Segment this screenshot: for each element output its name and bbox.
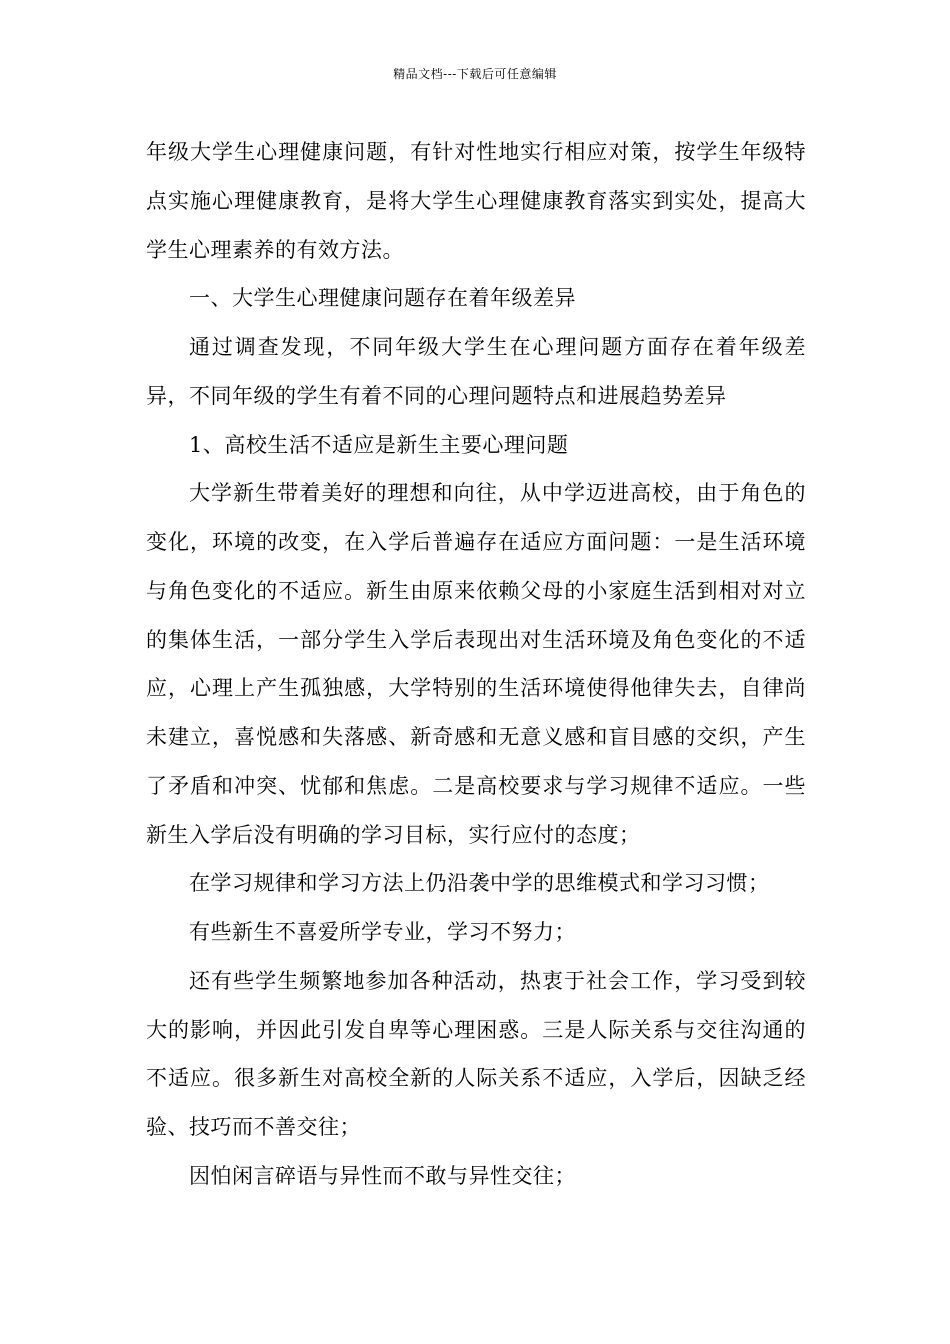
subsection-heading: 1、高校生活不适应是新生主要心理问题 — [189, 432, 569, 457]
paragraph: 在学习规律和学习方法上仍沿袭中学的思维模式和学习习惯； — [189, 871, 770, 896]
section-heading: 一、大学生心理健康问题存在着年级差异 — [189, 286, 576, 311]
document-body — [146, 128, 806, 1201]
paragraph: 有些新生不喜爱所学专业，学习不努力； — [189, 920, 576, 944]
page-header: 精品文档---下载后可任意编辑 — [393, 67, 557, 81]
paragraph: 大学新生带着美好的理想和向往，从中学迈进高校，由于角色的变化，环境的改变，在入学后普遍存在适应方面问题：一是生活环境与角色变化的不适应。新生由原来依赖父母的小家庭生活到相对对立的集体生活，一部分学生入学后表现出对生活环境及角色变化的不适应，心理上产生孤独感，大学特别的生活环境使得他律失去，自律尚未建立，喜悦感和失落感、新奇感和无意义感和盲目感的交织，产生了矛盾和冲突、忧郁和焦虑。二是高校要求与学习规律不适应。一些新生入学后没有明确的学习目标，实行应付的态度； — [146, 481, 806, 847]
paragraph: 通过调查发现，不同年级大学生在心理问题方面存在着年级差异，不同年级的学生有着不同的心理问题特点和进展趋势差异 — [146, 335, 806, 408]
paragraph: 还有些学生频繁地参加各种活动，热衷于社会工作，学习受到较大的影响，并因此引发自卑等心理困惑。三是人际关系与交往沟通的不适应。很多新生对高校全新的人际关系不适应，入学后，因缺乏经验、技巧而不善交往； — [146, 968, 806, 1139]
paragraph: 因怕闲言碎语与异性而不敢与异性交往； — [189, 1163, 576, 1188]
paragraph: 年级大学生心理健康问题，有针对性地实行相应对策，按学生年级特点实施心理健康教育，是将大学生心理健康教育落实到实处，提高大学生心理素养的有效方法。 — [146, 140, 806, 262]
